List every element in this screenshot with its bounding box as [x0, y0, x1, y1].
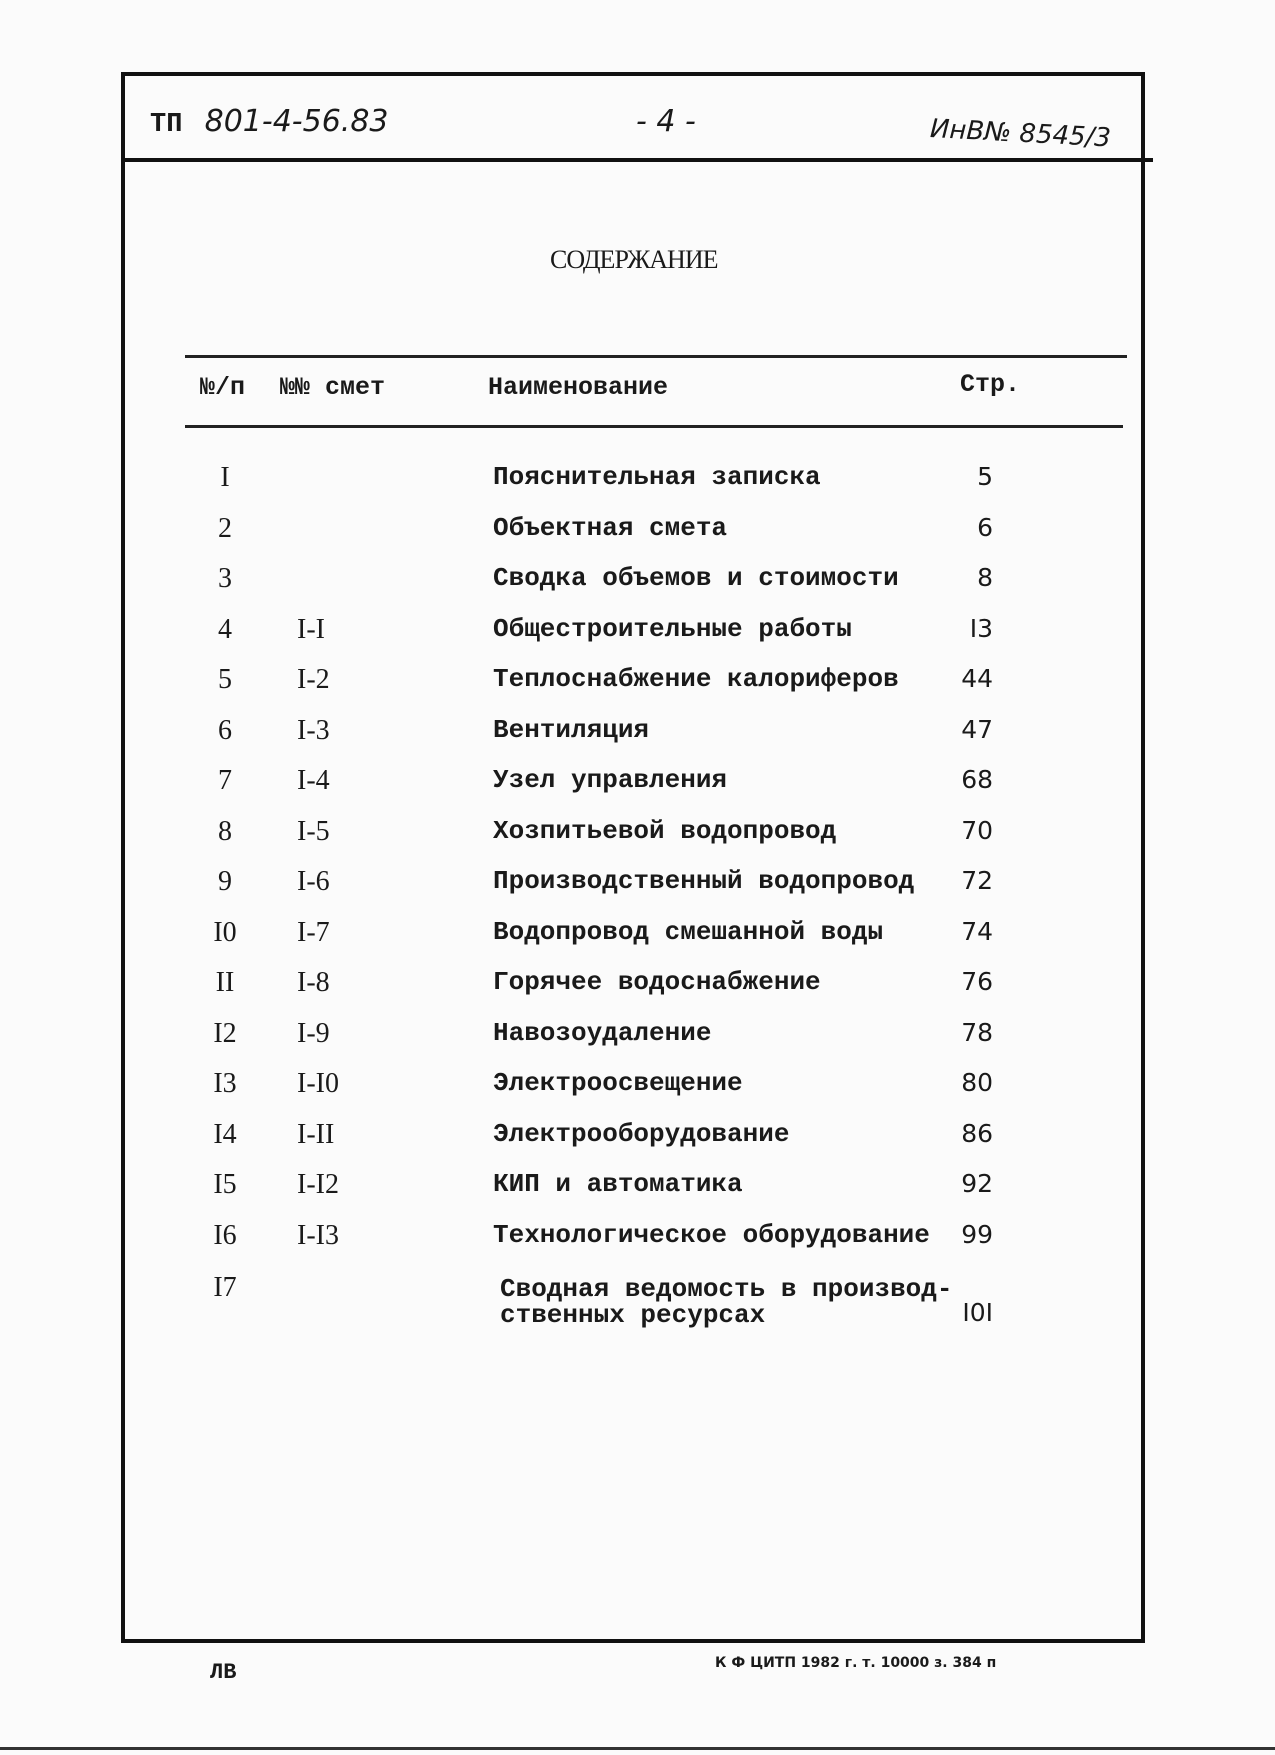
row-estimate: I-I0 — [297, 1068, 339, 1099]
row-estimate: I-7 — [297, 917, 330, 948]
row-num: 8 — [218, 816, 232, 847]
table-row — [0, 1068, 1275, 1112]
row-page: I3 — [969, 614, 993, 643]
row-page: 76 — [961, 967, 993, 996]
row-name: Водопровод смешанной воды — [493, 917, 884, 947]
row-num: I5 — [213, 1169, 237, 1200]
table-row — [0, 1169, 1275, 1213]
table-row — [0, 715, 1275, 759]
row-estimate: I-I — [297, 614, 325, 645]
table-row — [0, 1119, 1275, 1163]
row-page: 5 — [977, 462, 993, 491]
code-number: 801-4-56.83 — [204, 104, 389, 139]
table-row — [0, 462, 1275, 506]
row-estimate: I-5 — [297, 816, 330, 847]
row-num: 2 — [218, 513, 232, 544]
row-page: I0I — [962, 1298, 993, 1327]
row-estimate: I-I2 — [297, 1169, 339, 1200]
row-page: 92 — [961, 1169, 993, 1198]
footer-print-info: К Ф ЦИТП 1982 г. т. 10000 з. 384 п — [715, 1655, 997, 1671]
row-num: 9 — [218, 866, 232, 897]
row-estimate: I-6 — [297, 866, 330, 897]
table-row — [0, 664, 1275, 708]
row-name: Сводка объемов и стоимости — [493, 563, 899, 593]
row-name — [500, 1276, 952, 1328]
row-num: I — [220, 462, 230, 493]
row-estimate: I-8 — [297, 967, 330, 998]
row-estimate: I-9 — [297, 1018, 330, 1049]
column-header-page: Стр. — [960, 370, 1021, 399]
column-header-name: Наименование — [488, 373, 669, 402]
row-num: 7 — [218, 765, 232, 796]
table-row — [0, 816, 1275, 860]
table-row — [0, 765, 1275, 809]
row-page: 78 — [961, 1018, 993, 1047]
row-name: Горячее водоснабжение — [493, 967, 821, 997]
row-num: I2 — [213, 1018, 237, 1049]
row-name: Технологическое оборудование — [493, 1220, 930, 1250]
table-row — [0, 967, 1275, 1011]
row-num: 4 — [218, 614, 232, 645]
row-num: 3 — [218, 563, 232, 594]
code-prefix: ТП — [150, 110, 183, 140]
row-num: I3 — [213, 1068, 237, 1099]
table-row — [0, 866, 1275, 910]
column-header-num: №/п — [200, 373, 246, 402]
row-page: 68 — [961, 765, 993, 794]
row-name-line2: ственных ресурсах — [500, 1300, 766, 1330]
row-num: I4 — [213, 1119, 237, 1150]
row-name: Общестроительные работы — [493, 614, 852, 644]
row-name: Электрооборудование — [493, 1119, 790, 1149]
row-num: I7 — [213, 1272, 237, 1303]
row-estimate: I-I3 — [297, 1220, 339, 1251]
row-num: I0 — [213, 917, 237, 948]
row-name: Навозоудаление — [493, 1018, 712, 1048]
bottom-edge-line — [0, 1747, 1275, 1750]
page-title: СОДЕРЖАНИЕ — [550, 245, 718, 274]
table-row — [0, 1220, 1275, 1264]
inventory-number: ИнВ№ 8545/3 — [929, 114, 1112, 154]
row-page: 86 — [961, 1119, 993, 1148]
row-name-line1: Сводная ведомость в производ- — [500, 1274, 953, 1304]
table-row — [0, 1018, 1275, 1062]
footer-left-mark: ЛВ — [210, 1660, 237, 1685]
table-row — [0, 917, 1275, 961]
row-name: Пояснительная записка — [493, 462, 821, 492]
row-page: 70 — [961, 816, 993, 845]
row-num: 5 — [218, 664, 232, 695]
row-name: Электроосвещение — [493, 1068, 743, 1098]
row-name: Теплоснабжение калориферов — [493, 664, 899, 694]
row-name: Производственный водопровод — [493, 866, 915, 896]
row-page: 6 — [977, 513, 993, 542]
table-row — [0, 563, 1275, 607]
row-name: Объектная смета — [493, 513, 728, 543]
table-row — [0, 614, 1275, 658]
row-page: 72 — [961, 866, 993, 895]
column-header-estimate: №№ смет — [280, 373, 386, 402]
row-estimate: I-II — [297, 1119, 335, 1150]
row-page: 44 — [961, 664, 993, 693]
page-marker: - 4 - — [636, 104, 696, 139]
table-row — [0, 513, 1275, 557]
row-name: КИП и автоматика — [493, 1169, 743, 1199]
row-page: 99 — [961, 1220, 993, 1249]
row-num: 6 — [218, 715, 232, 746]
row-estimate: I-4 — [297, 765, 330, 796]
row-num: I6 — [213, 1220, 237, 1251]
row-name: Вентиляция — [493, 715, 650, 745]
row-page: 80 — [961, 1068, 993, 1097]
row-name: Хозпитьевой водопровод — [493, 816, 837, 846]
row-page: 8 — [977, 563, 993, 592]
row-page: 47 — [961, 715, 993, 744]
row-page: 74 — [961, 917, 993, 946]
row-estimate: I-2 — [297, 664, 330, 695]
row-estimate: I-3 — [297, 715, 330, 746]
row-num: II — [215, 967, 235, 998]
row-name: Узел управления — [493, 765, 728, 795]
